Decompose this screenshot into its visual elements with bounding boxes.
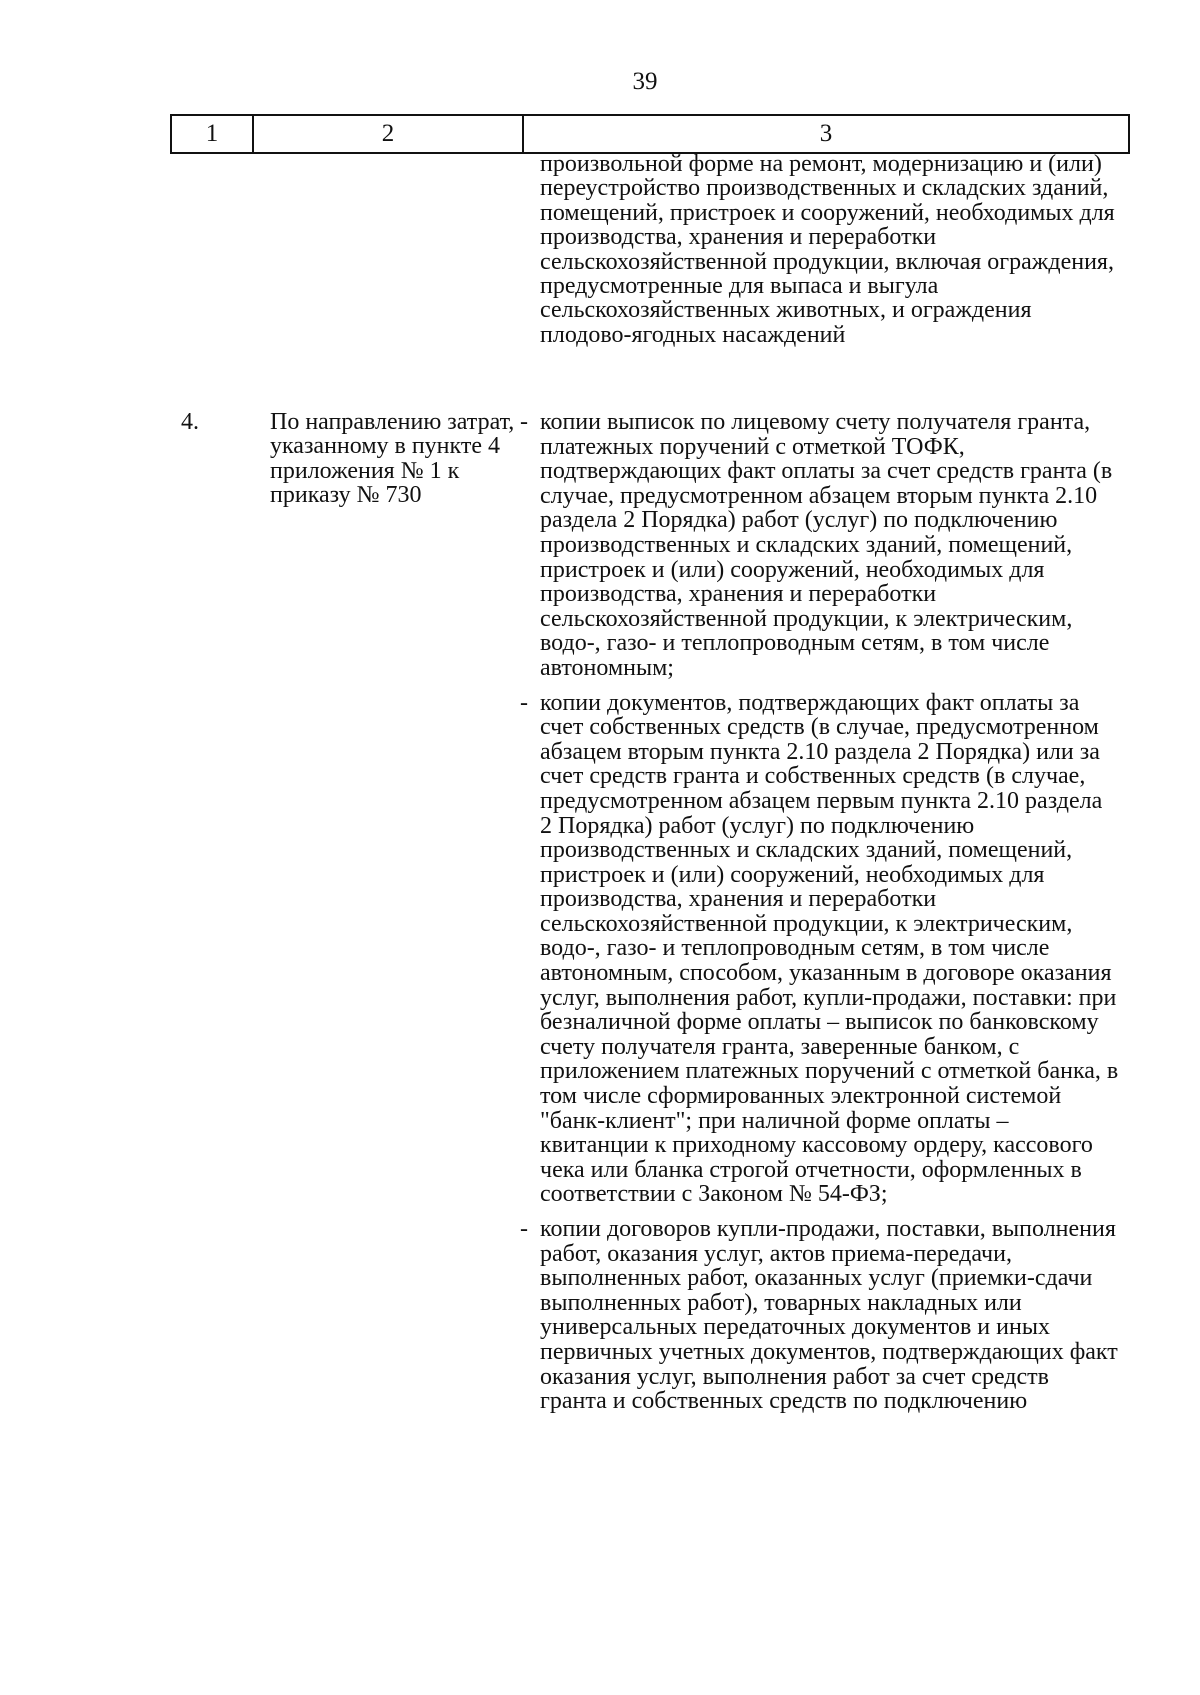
list-item-text: копии документов, подтверждающих факт оплаты за счет собственных средств (в случае, предусмотренном абзацем вторым пункта 2.10 раздела 2 Порядка) или за счет средств гранта и собственных средств (в случае, предусмотренном абзацем первым пункта 2.10 раздела 2 Порядка) работ (услуг) по подключению производственных и складских зданий, помещений, пристроек и (или) сооружений, необходимых для производства, хранения и переработки сельскохозяйственной продукции, к электрическим, водо-, газо- и теплопроводным сетям, в том числе автономным, способом, указанным в договоре оказания услуг, выполнения работ, купли-продажи, поставки: при безналичной форме оплаты – выписок по банковскому счету получателя гранта, заверенные банком, с приложением платежных поручений с отметкой банка, в том числе сформированных электронной системой "банк-клиент"; при наличной форме оплаты – квитанции к приходному кассовому ордеру, кассового чека или бланка строгой отчетности, оформленных в соответствии с Законом № 54-ФЗ; [540, 689, 1119, 1208]
row-number: 4. [181, 409, 199, 435]
table-column-header-row [170, 114, 1130, 154]
document-list-item [520, 691, 1120, 1207]
document-list-item [520, 410, 1120, 681]
list-dash-marker: - [520, 409, 528, 435]
document-list [520, 410, 1120, 1424]
column-header-2: 2 [254, 116, 524, 152]
list-item-text: копии договоров купли-продажи, поставки, выполнения работ, оказания услуг, актов приема-передачи, выполненных работ, оказанных услуг (приемки-сдачи выполненных работ), товарных накладных или универсальных передаточных документов и иных первичных учетных документов, подтверждающих факт оказания услуг, выполнения работ за счет средств гранта и собственных средств по подключению [540, 1216, 1118, 1415]
document-list-item [520, 1217, 1120, 1414]
list-item-text: копии выписок по лицевому счету получателя гранта, платежных поручений с отметкой ТОФК, подтверждающих факт оплаты за счет средств гранта (в случае, предусмотренном абзацем вторым пункта 2.10 раздела 2 Порядка) работ (услуг) по подключению производственных и складских зданий, помещений, пристроек и (или) сооружений, необходимых для производства, хранения и переработки сельскохозяйственной продукции, к электрическим, водо-, газо- и теплопроводным сетям, в том числе автономным; [540, 409, 1113, 681]
list-dash-marker: - [520, 689, 528, 716]
continued-cell-text: произвольной форме на ремонт, модернизацию и (или) переустройство производственных и складских зданий, помещений, пристроек и сооружений, необходимых для производства, хранения и переработки сельскохозяйственной продукции, включая ограждения, предусмотренные для выпаса и выгула сельскохозяйственных животных, и ограждения плодово-ягодных насаждений [540, 151, 1115, 348]
row-description: По направлению затрат, указанному в пункте 4 приложения № 1 к приказу № 730 [270, 409, 515, 509]
column-header-1: 1 [172, 116, 254, 152]
list-dash-marker: - [520, 1216, 528, 1242]
column-header-3: 3 [819, 120, 833, 147]
page-number: 39 [632, 68, 658, 95]
